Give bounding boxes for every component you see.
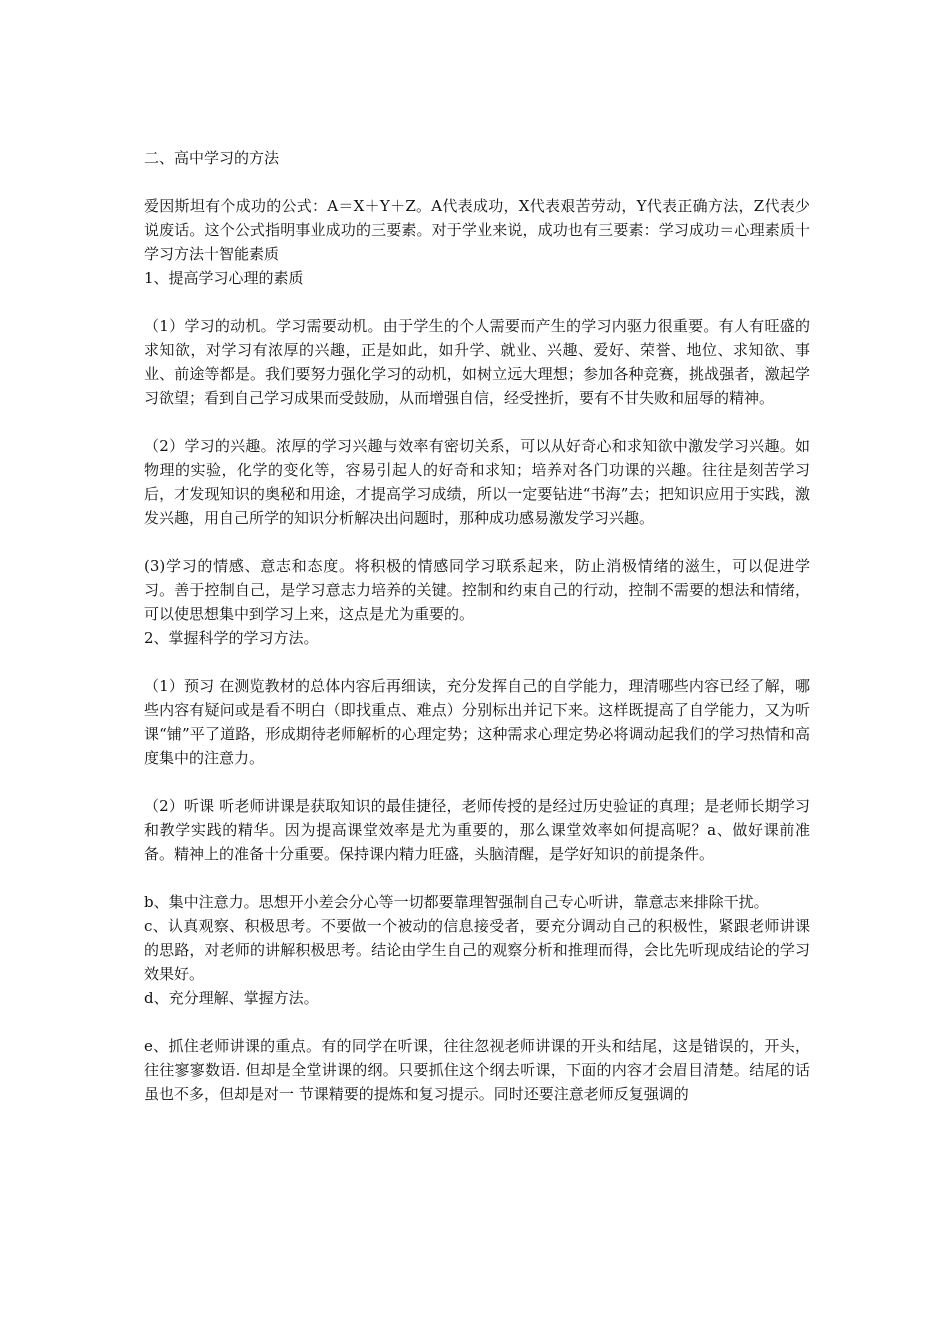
subsection-title-2: 2、掌握科学的学习方法。 <box>144 629 319 647</box>
intro-paragraph: 爱因斯坦有个成功的公式：A＝X＋Y＋Z。A代表成功，X代表艰苦劳动，Y代表正确方法，Z代表少说废话。这个公式指明事业成功的三要素。对于学业来说，成功也有三要素：学习成功＝心理素质十学习方法十智能素质 <box>144 197 810 263</box>
paragraph-interest: （2）学习的兴趣。浓厚的学习兴趣与效率有密切关系，可以从好奇心和求知欲中激发学习兴趣。如物理的实验，化学的变化等，容易引起人的好奇和求知；培养对各门功课的兴趣。往往是刻苦学习后，才发现知识的奥秘和用途，才提高学习成绩，所以一定要钻进“书海”去；把知识应用于实践，激发兴趣，用自己所学的知识分析解决出问题时，那种成功感易激发学习兴趣。 <box>144 437 810 527</box>
paragraph-listen: （2）听课 听老师讲课是获取知识的最佳捷径，老师传授的是经过历史验证的真理；是老师长期学习和教学实践的精华。因为提高课堂效率是尤为重要的，那么课堂效率如何提高呢？a、做好课前准备。精神上的准备十分重要。保持课内精力旺盛，头脑清醒，是学好知识的前提条件。 <box>144 797 810 863</box>
paragraph-emotion: (3)学习的情感、意志和态度。将积极的情感同学习联系起来，防止消极情绪的滋生，可以促进学习。善于控制自己，是学习意志力培养的关键。控制和约束自己的行动，控制不需要的想法和情绪，可以使思想集中到学习上来，这点是尤为重要的。 <box>144 557 810 623</box>
blank-line <box>144 530 810 554</box>
section-heading: 二、高中学习的方法 <box>144 149 280 167</box>
document-page <box>144 146 810 1106</box>
subsection-title-1: 1、提高学习心理的素质 <box>144 269 304 287</box>
paragraph-understand: d、充分理解、掌握方法。 <box>144 989 319 1007</box>
paragraph-key-points: e、抓住老师讲课的重点。有的同学在听课，往往忽视老师讲课的开头和结尾，这是错误的，开头，往往寥寥数语. 但却是全堂讲课的纲。只要抓住这个纲去听课，下面的内容才会眉目清楚。结尾的话虽也不多，但却是对一 节课精要的提炼和复习提示。同时还要注意老师反复强调的 <box>144 1037 810 1103</box>
blank-line <box>144 1010 810 1034</box>
paragraph-focus: b、集中注意力。思想开小差会分心等一切都要靠理智强制自己专心听讲，靠意志来排除干扰。 <box>144 893 769 911</box>
blank-line <box>144 770 810 794</box>
paragraph-preview: （1）预习 在测览教材的总体内容后再细读，充分发挥自己的自学能力，理清哪些内容已经了解，哪些内容有疑问或是看不明白（即找重点、难点）分别标出并记下来。这样既提高了自学能力，又为听课“铺”平了道路，形成期待老师解析的心理定势；这种需求心理定势必将调动起我们的学习热情和高度集中的注意力。 <box>144 677 810 767</box>
blank-line <box>144 290 810 314</box>
blank-line <box>144 866 810 890</box>
blank-line <box>144 170 810 194</box>
paragraph-motivation: （1）学习的动机。学习需要动机。由于学生的个人需要而产生的学习内驱力很重要。有人有旺盛的求知欲，对学习有浓厚的兴趣，正是如此，如升学、就业、兴趣、爱好、荣誉、地位、求知欲、事业、前途等都是。我们要努力强化学习的动机，如树立远大理想；参加各种竞赛，挑战强者，激起学习欲望；看到自己学习成果而受鼓励，从而增强自信，经受挫折，要有不甘失败和屈辱的精神。 <box>144 317 810 407</box>
paragraph-observe: c、认真观察、积极思考。不要做一个被动的信息接受者，要充分调动自己的积极性，紧跟老师讲课的思路，对老师的讲解积极思考。结论由学生自己的观察分析和推理而得，会比先听现成结论的学习效果好。 <box>144 917 810 983</box>
blank-line <box>144 410 810 434</box>
blank-line <box>144 650 810 674</box>
